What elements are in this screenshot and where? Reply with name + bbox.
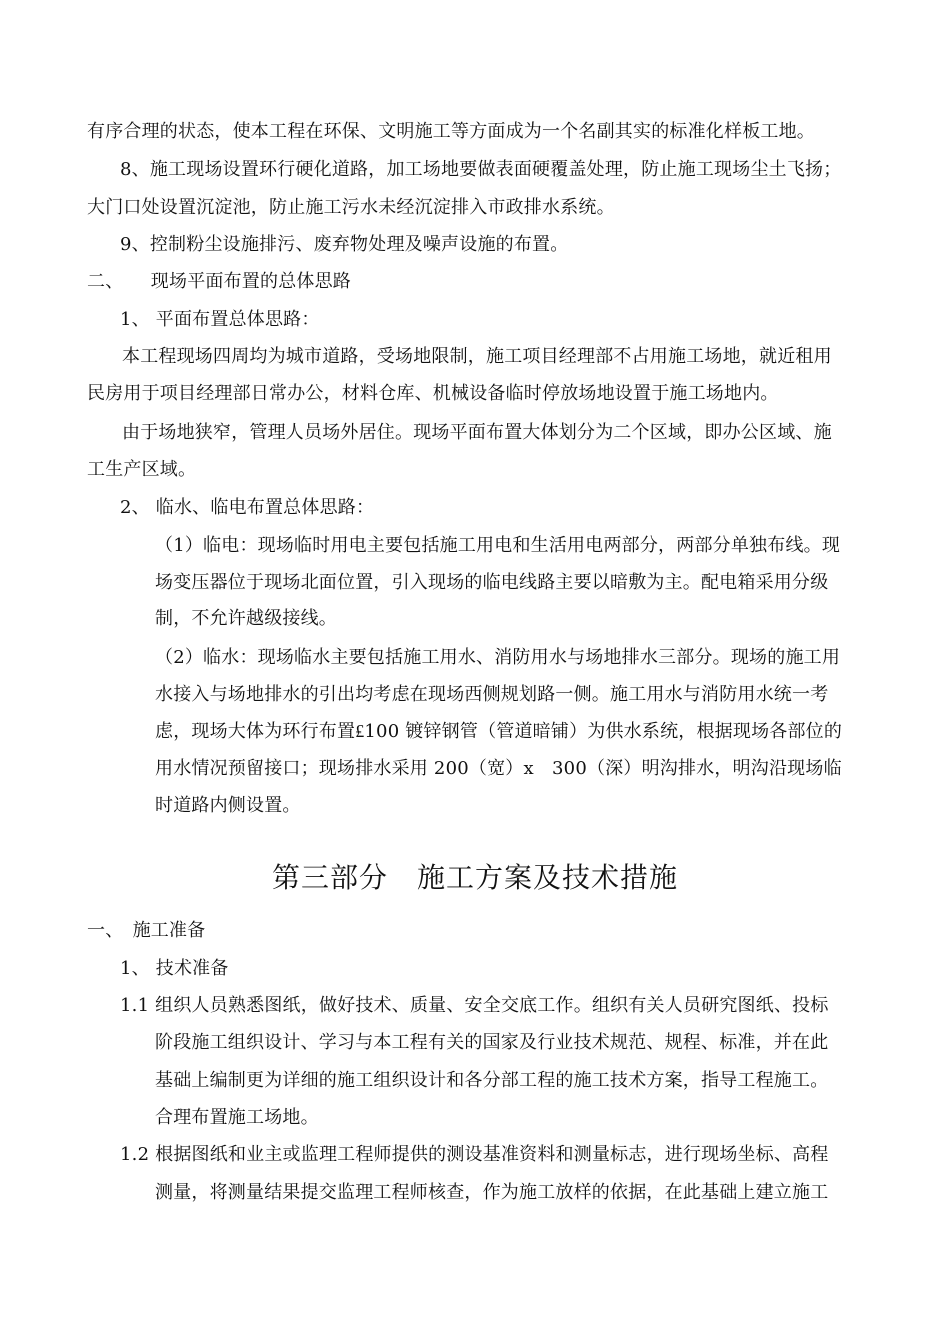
part-title: 第三部分 施工方案及技术措施	[271, 861, 678, 894]
paragraph-line: 工生产区域。	[87, 459, 197, 480]
paragraph-line: 测量，将测量结果提交监理工程师核查，作为施工放样的依据，在此基础上建立施工	[155, 1182, 829, 1203]
paragraph-line: 民房用于项目经理部日常办公，材料仓库、机械设备临时停放场地设置于施工场地内。	[87, 383, 779, 404]
paragraph-line: 1.2 根据图纸和业主或监理工程师提供的测设基准资料和测量标志，进行现场坐标、高程	[120, 1144, 829, 1165]
paragraph-line: 水接入与场地排水的引出均考虑在现场西侧规划路一侧。施工用水与消防用水统一考	[155, 684, 829, 705]
paragraph-line: 虑，现场大体为环行布置₤100 镀锌钢管（管道暗铺）为供水系统，根据现场各部位的	[155, 721, 843, 742]
paragraph-line: （1）临电：现场临时用电主要包括施工用电和生活用电两部分，两部分单独布线。现	[155, 535, 841, 556]
paragraph-line: 8、施工现场设置环行硬化道路，加工场地要做表面硬覆盖处理，防止施工现场尘土飞扬；	[120, 159, 842, 180]
paragraph-line: （2）临水：现场临水主要包括施工用水、消防用水与场地排水三部分。现场的施工用	[155, 647, 841, 668]
paragraph-line: 制，不允许越级接线。	[155, 608, 337, 629]
section-heading: 一、 施工准备	[87, 920, 206, 941]
subsection-heading: 1、 技术准备	[120, 958, 229, 979]
paragraph-line: 用水情况预留接口；现场排水采用 200（宽）x 300（深）明沟排水，明沟沿现场临	[155, 758, 842, 779]
paragraph-line: 大门口处设置沉淀池，防止施工污水未经沉淀排入市政排水系统。	[87, 197, 615, 218]
paragraph-line: 9、控制粉尘设施排污、废弃物处理及噪声设施的布置。	[120, 234, 569, 255]
paragraph-line: 有序合理的状态，使本工程在环保、文明施工等方面成为一个名副其实的标准化样板工地。	[87, 121, 815, 142]
section-heading: 二、 现场平面布置的总体思路	[87, 271, 351, 292]
paragraph-line: 阶段施工组织设计、学习与本工程有关的国家及行业技术规范、规程、标准，并在此	[155, 1032, 829, 1053]
paragraph-line: 时道路内侧设置。	[155, 795, 301, 816]
paragraph-line: 场变压器位于现场北面位置，引入现场的临电线路主要以暗敷为主。配电箱采用分级	[155, 572, 829, 593]
subsection-heading: 1、 平面布置总体思路：	[120, 309, 320, 330]
paragraph-line: 1.1 组织人员熟悉图纸，做好技术、质量、安全交底工作。组织有关人员研究图纸、投标	[120, 995, 829, 1016]
paragraph-line: 由于场地狭窄，管理人员场外居住。现场平面布置大体划分为二个区域，即办公区域、施	[122, 422, 832, 443]
paragraph-line: 基础上编制更为详细的施工组织设计和各分部工程的施工技术方案，指导工程施工。	[155, 1070, 829, 1091]
paragraph-line: 合理布置施工场地。	[155, 1107, 319, 1128]
subsection-heading: 2、 临水、临电布置总体思路：	[120, 497, 375, 518]
paragraph-line: 本工程现场四周均为城市道路，受场地限制，施工项目经理部不占用施工场地，就近租用	[122, 346, 832, 367]
